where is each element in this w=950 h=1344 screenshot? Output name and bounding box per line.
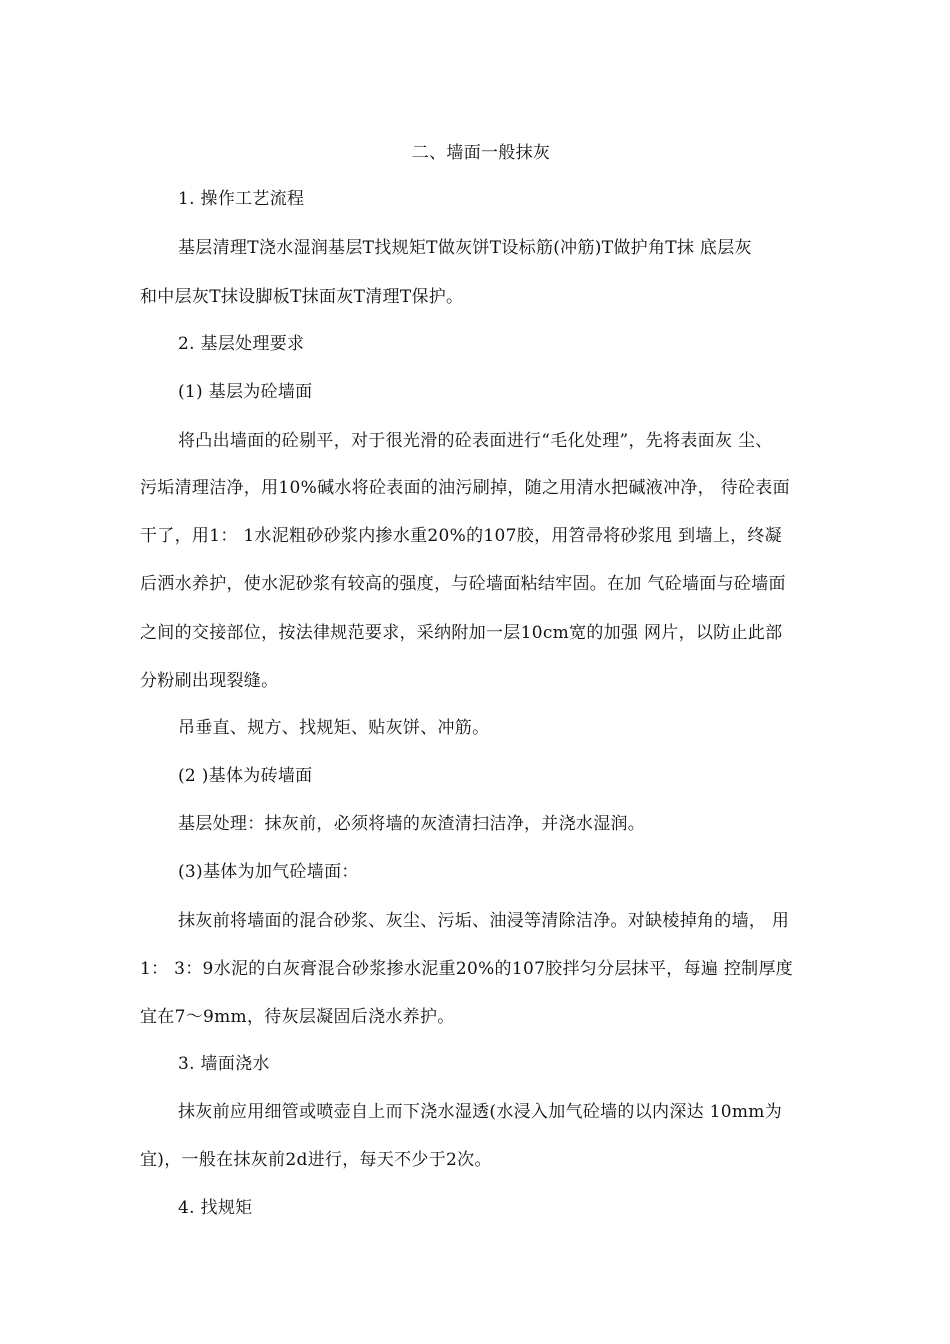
heading-process-flow: 1. 操作工艺流程 [178,189,305,209]
paragraph-line: 污垢清理洁净，用10%碱水将砼表面的油污刷掉，随之用清水把碱液冲净， 待砼表面 [140,478,790,498]
section-title: 二、墙面一般抹灰 [411,143,551,163]
paragraph-line: 基层处理：抹灰前，必须将墙的灰渣清扫洁净，并浇水湿润。 [178,814,646,834]
subheading-brick-wall: (2 )基体为砖墙面 [178,766,313,786]
paragraph-line: 抹灰前应用细管或喷壶自上而下浇水湿透(水浸入加气砼墙的以内深达 10mm为 [178,1102,783,1122]
paragraph-line: 后洒水养护，使水泥砂浆有较高的强度，与砼墙面粘结牢固。在加 气砼墙面与砼墙面 [140,574,786,594]
paragraph-line: 干了，用1： 1水泥粗砂砂浆内掺水重20%的107胶，用笤帚将砂浆甩 到墙上，终凝 [140,526,782,546]
paragraph-line: 宜在7〜9mm，待灰层凝固后浇水养护。 [140,1007,455,1027]
paragraph-line: 将凸出墙面的砼剔平，对于很光滑的砼表面进行“毛化处理”，先将表面灰 尘、 [178,431,773,451]
paragraph-line: 分粉刷出现裂缝。 [140,671,279,691]
subheading-concrete-wall: (1) 基层为砼墙面 [178,382,313,402]
heading-wall-watering: 3. 墙面浇水 [178,1054,270,1074]
paragraph-line: 之间的交接部位，按法律规范要求，采纳附加一层10cm宽的加强 网片，以防止此部 [140,623,783,643]
subheading-aerated-concrete-wall: (3)基体为加气砼墙面： [178,862,359,882]
heading-find-rules: 4. 找规矩 [178,1198,253,1218]
paragraph-line: 1： 3：9水泥的白灰膏混合砂浆掺水泥重20%的107胶拌匀分层抹平，每遍 控制厚度 [140,959,794,979]
paragraph-line: 和中层灰T抹设脚板T抹面灰T清理T保护。 [140,287,464,307]
paragraph-line: 宜)，一般在抹灰前2d进行，每天不少于2次。 [140,1150,492,1170]
paragraph-line: 基层清理T浇水湿润基层T找规矩T做灰饼T设标筋(冲筋)T做护角T抹 底层灰 [178,238,752,258]
heading-base-treatment: 2. 基层处理要求 [178,334,305,354]
paragraph-line: 抹灰前将墙面的混合砂浆、灰尘、污垢、油浸等清除洁净。对缺棱掉角的墙， 用 [178,911,790,931]
paragraph-line: 吊垂直、规方、找规矩、贴灰饼、冲筋。 [178,718,490,738]
